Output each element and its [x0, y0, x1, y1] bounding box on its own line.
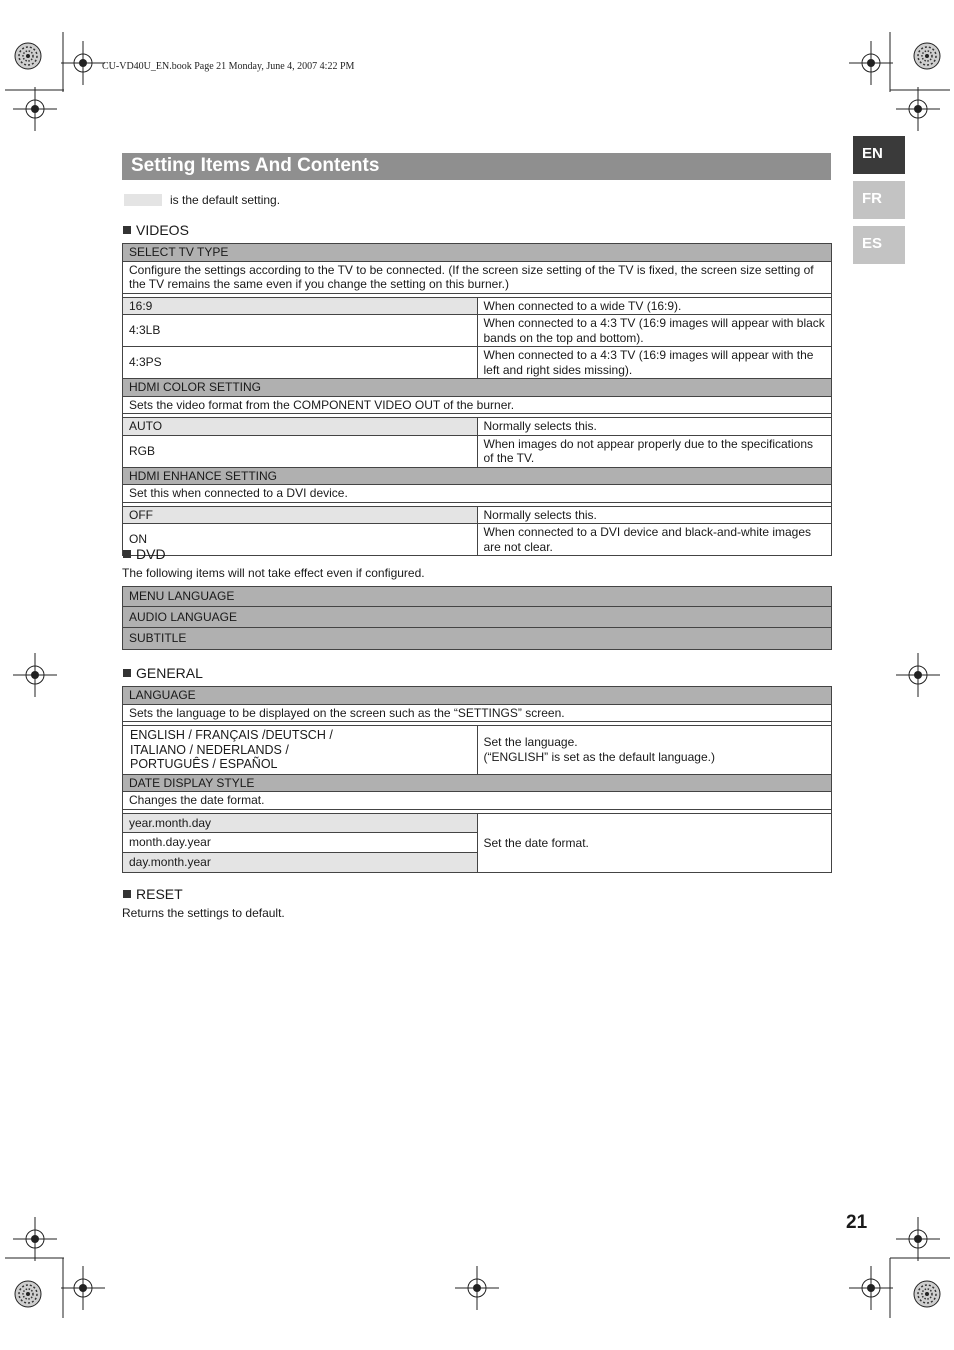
table-row	[123, 813, 832, 833]
date-option: year.month.day	[123, 813, 478, 833]
language-option-desc: Set the language. (“ENGLISH” is set as the default language.)	[477, 726, 832, 775]
hdmi-enhance-description: Set this when connected to a DVI device.	[123, 485, 832, 503]
option-label: 16:9	[123, 297, 478, 315]
table-row	[123, 628, 832, 650]
option-label: AUTO	[123, 418, 478, 436]
table-header-row	[123, 467, 832, 485]
dvd-item: SUBTITLE	[123, 628, 832, 650]
table-row	[123, 506, 832, 524]
table-row	[123, 485, 832, 503]
option-desc: When connected to a DVI device and black-and-white images are not clear.	[477, 524, 832, 556]
date-display-description: Changes the date format.	[123, 792, 832, 810]
date-option: day.month.year	[123, 852, 478, 873]
option-desc: Normally selects this.	[477, 418, 832, 436]
book-header: CU-VD40U_EN.book Page 21 Monday, June 4, 2007 4:22 PM	[102, 61, 355, 72]
option-label: ON	[123, 524, 478, 556]
section-general: GENERAL	[123, 665, 203, 681]
square-bullet-icon	[123, 226, 131, 234]
dvd-item: AUDIO LANGUAGE	[123, 606, 832, 628]
square-bullet-icon	[123, 669, 131, 677]
hdmi-color-header: HDMI COLOR SETTING	[123, 379, 832, 397]
table-row	[123, 704, 832, 722]
title-bar	[122, 153, 831, 180]
table-header-row	[123, 379, 832, 397]
table-row	[123, 418, 832, 436]
table-header-row	[123, 774, 832, 792]
square-bullet-icon	[123, 550, 131, 558]
select-tv-type-description: Configure the settings according to the TV to be connected. (If the screen size setting of the TV is fixed, the screen size setting of the TV remains the same even if you change the setting on this burner.)	[123, 261, 832, 293]
hdmi-color-description: Sets the video format from the COMPONENT VIDEO OUT of the burner.	[123, 396, 832, 414]
dvd-table	[122, 586, 832, 650]
default-legend-swatch	[124, 194, 162, 206]
page-title: Setting Items And Contents	[131, 155, 380, 176]
table-header-row	[123, 687, 832, 705]
lang-tab-fr[interactable]: FR	[853, 181, 905, 219]
option-desc: When connected to a wide TV (16:9).	[477, 297, 832, 315]
date-option: month.day.year	[123, 833, 478, 853]
option-label: 4:3LB	[123, 315, 478, 347]
section-videos: VIDEOS	[123, 222, 189, 238]
table-row	[123, 606, 832, 628]
section-reset: RESET	[123, 886, 183, 902]
option-desc: When connected to a 4:3 TV (16:9 images will appear with black bands on the top and bottom).	[477, 315, 832, 347]
table-row	[123, 524, 832, 556]
table-row	[123, 261, 832, 293]
table-row	[123, 792, 832, 810]
select-tv-type-header: SELECT TV TYPE	[123, 244, 832, 262]
table-row	[123, 726, 832, 775]
dvd-note: The following items will not take effect even if configured.	[122, 566, 425, 580]
table-header-row	[123, 244, 832, 262]
option-desc: When images do not appear properly due to the specifications of the TV.	[477, 435, 832, 467]
date-display-header: DATE DISPLAY STYLE	[123, 774, 832, 792]
section-dvd: DVD	[123, 546, 166, 562]
lang-tab-es[interactable]: ES	[853, 226, 905, 264]
page-number: 21	[846, 1212, 868, 1233]
option-desc: Normally selects this.	[477, 506, 832, 524]
reset-note: Returns the settings to default.	[122, 906, 285, 920]
default-legend-text: is the default setting.	[170, 193, 281, 207]
table-row	[123, 435, 832, 467]
language-header: LANGUAGE	[123, 687, 832, 705]
table-row	[123, 396, 832, 414]
table-row	[123, 587, 832, 607]
videos-table	[122, 243, 832, 556]
general-table	[122, 686, 832, 873]
option-label: RGB	[123, 435, 478, 467]
language-options: ENGLISH / FRANÇAIS /DEUTSCH / ITALIANO / NEDERLANDS / PORTUGUÊS / ESPAÑOL	[123, 726, 478, 775]
option-label: OFF	[123, 506, 478, 524]
table-row	[123, 297, 832, 315]
dvd-item: MENU LANGUAGE	[123, 587, 832, 607]
date-option-desc: Set the date format.	[477, 813, 832, 873]
table-row	[123, 315, 832, 347]
lang-tab-en[interactable]: EN	[853, 136, 905, 174]
language-description: Sets the language to be displayed on the screen such as the “SETTINGS” screen.	[123, 704, 832, 722]
option-label: 4:3PS	[123, 347, 478, 379]
hdmi-enhance-header: HDMI ENHANCE SETTING	[123, 467, 832, 485]
option-desc: When connected to a 4:3 TV (16:9 images will appear with the left and right sides missing).	[477, 347, 832, 379]
square-bullet-icon	[123, 890, 131, 898]
table-row	[123, 347, 832, 379]
